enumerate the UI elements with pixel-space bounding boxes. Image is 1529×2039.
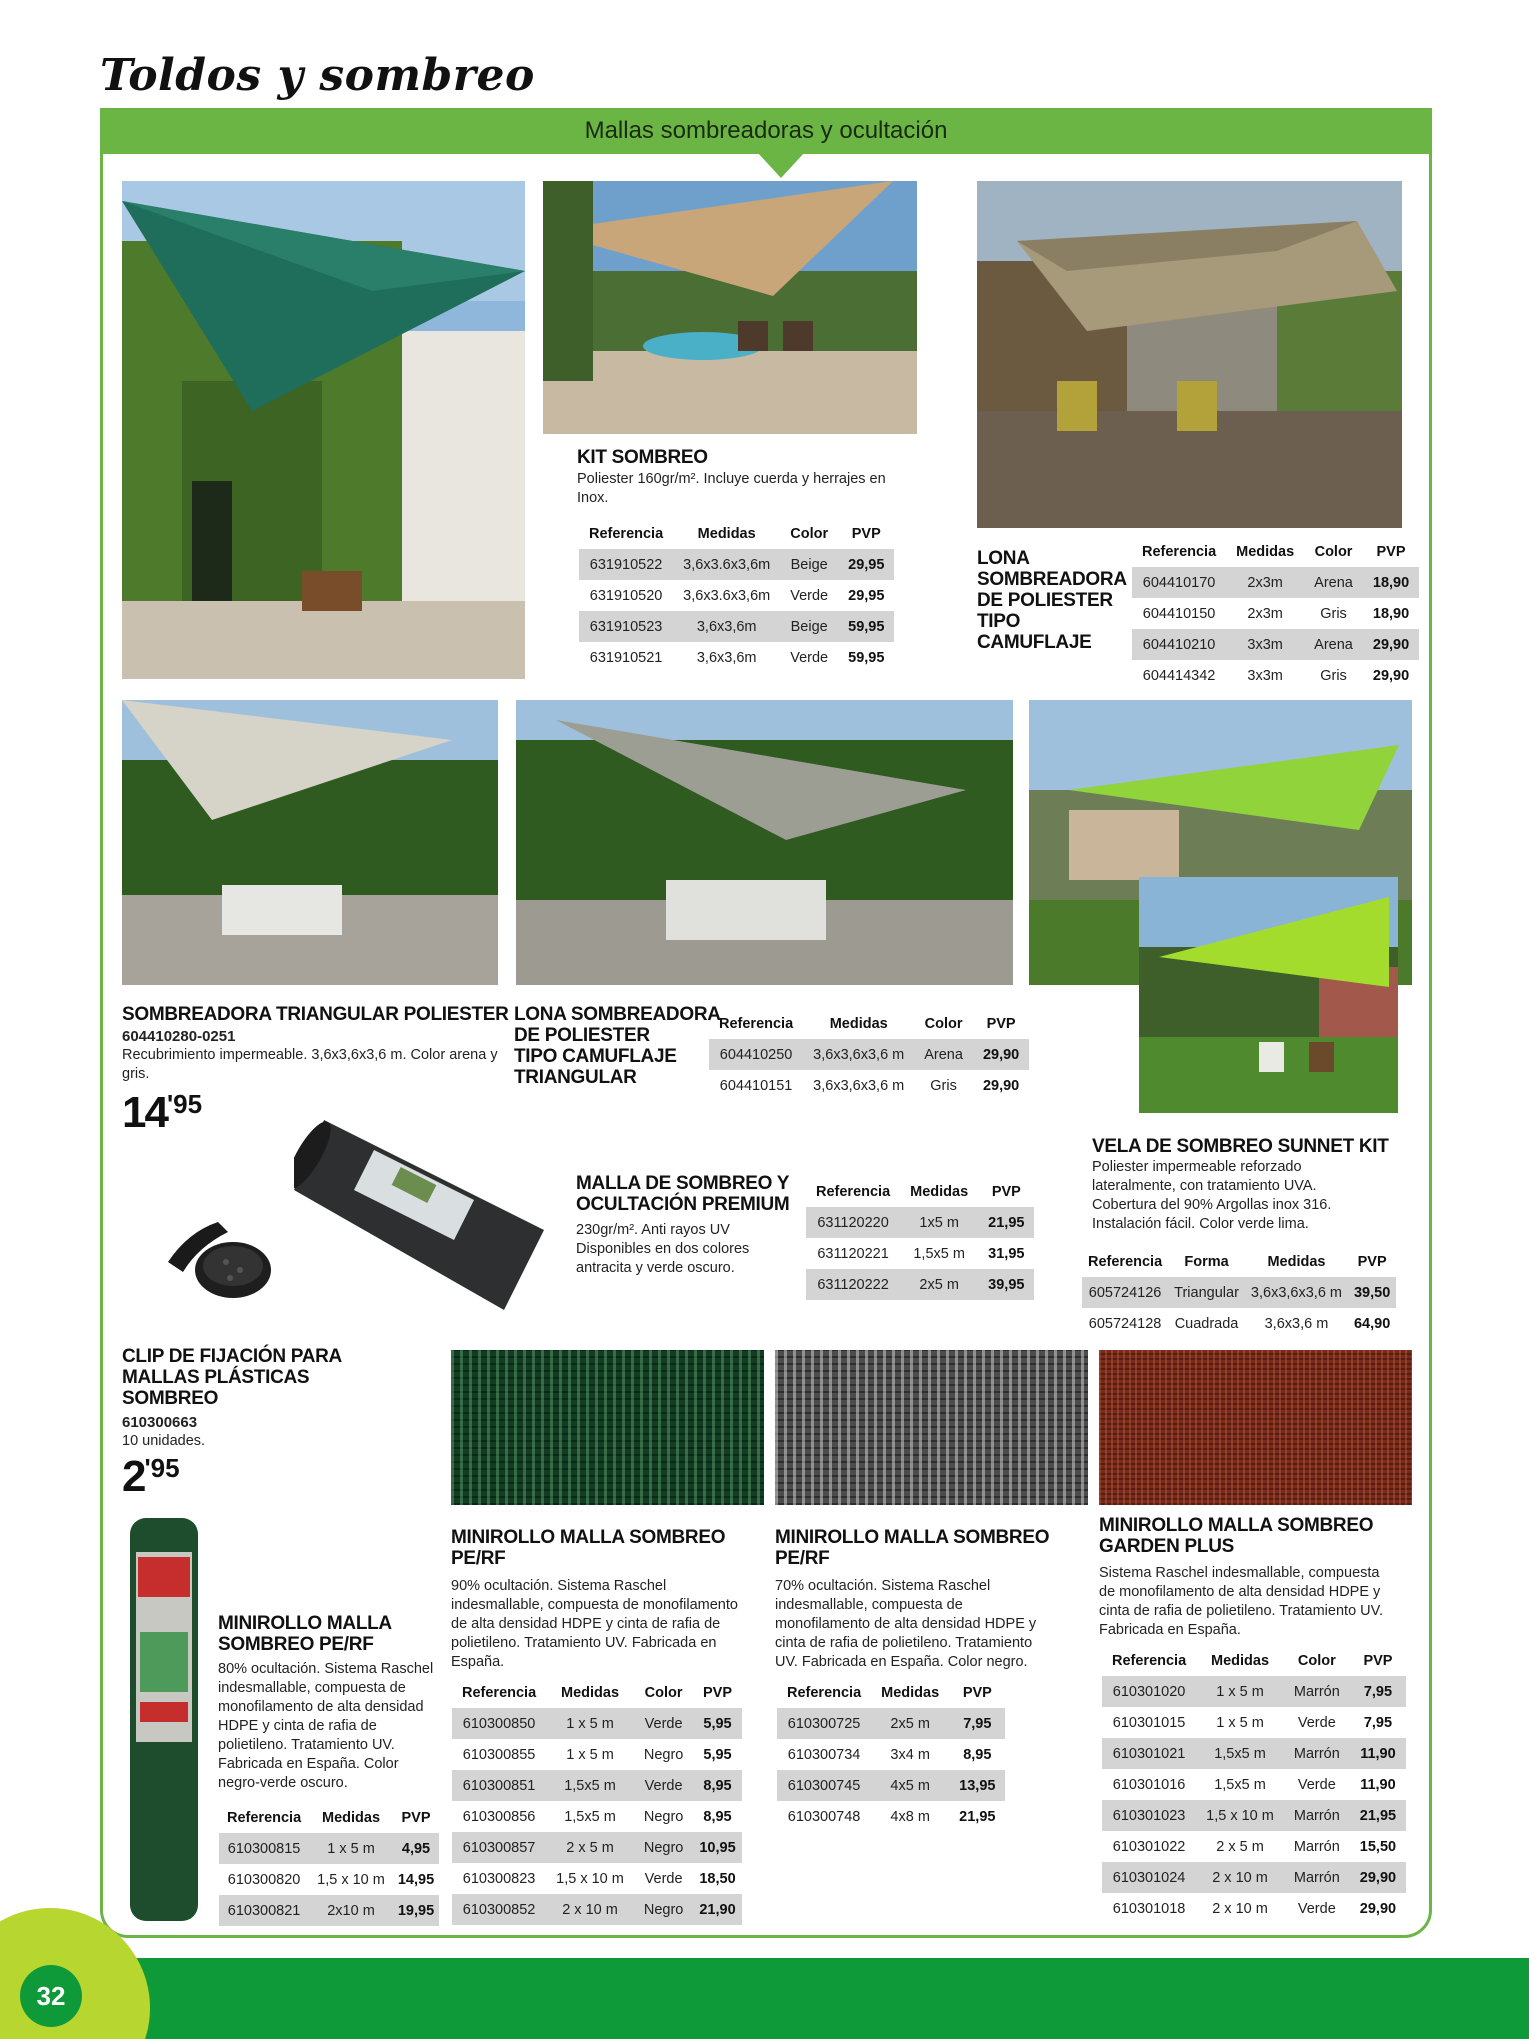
cell-medidas: 1x5 m xyxy=(900,1207,978,1238)
cell-medidas: 1,5 x 10 m xyxy=(1196,1800,1284,1831)
photo-premium-mesh-roll xyxy=(294,1110,549,1312)
th-medidas: Medidas xyxy=(1236,544,1295,560)
page-number: 32 xyxy=(20,1965,82,2027)
cell-pvp: 14,95 xyxy=(397,1871,435,1888)
vela-sunnet-desc: Poliester impermeable reforzado lateralmente, con tratamiento UVA. Cobertura del 90% Argollas inox 316. Instalación fácil. Color verde lima. xyxy=(1092,1159,1332,1232)
cell-pvp: 5,95 xyxy=(703,1746,732,1763)
cell-medidas: 3,6x3,6x3,6 m xyxy=(803,1039,914,1070)
th-pvp: PVP xyxy=(1357,1254,1387,1270)
lona-triangular-name xyxy=(514,1004,721,1088)
cell-ref: 610300820 xyxy=(227,1871,301,1888)
cell-medidas: 2x3m xyxy=(1226,567,1304,598)
table-row xyxy=(1102,1862,1406,1893)
th-referencia: Referencia xyxy=(589,526,664,542)
cell-color: Marrón xyxy=(1284,1800,1350,1831)
cell-pvp: 21,90 xyxy=(693,1894,741,1925)
th-medidas: Medidas xyxy=(829,1016,888,1032)
cell-medidas: 2x3m xyxy=(1247,605,1283,622)
cell-medidas: 3,6x3,6x3,6 m xyxy=(1245,1277,1348,1308)
th-pvp: PVP xyxy=(401,1810,431,1826)
cell-ref: 631120220 xyxy=(806,1207,900,1238)
cell-ref: 610301024 xyxy=(1102,1862,1196,1893)
cell-medidas: 3x3m xyxy=(1226,629,1304,660)
cell-medidas: 3,6x3,6 m xyxy=(1264,1315,1329,1332)
table-row xyxy=(806,1207,1034,1238)
minirollo-90-desc: 90% ocultación. Sistema Raschel indesmallable, compuesta de monofilamento de alta densidad HDPE y cinta de rafia de polietileno. Tratamiento UV. Fabricada en España. xyxy=(451,1578,738,1670)
name-line: LONA xyxy=(977,548,1030,569)
cell-ref: 610301018 xyxy=(1112,1900,1186,1917)
kit-sombreo-desc: Poliester 160gr/m². Incluye cuerda y herrajes en Inox. xyxy=(577,471,886,506)
lona-triangular-table xyxy=(709,1009,1029,1101)
table-row xyxy=(1102,1800,1406,1831)
name-line: TIPO CAMUFLAJE xyxy=(514,1046,677,1067)
lona-camuflaje-name xyxy=(977,548,1127,653)
cell-pvp: 18,90 xyxy=(1372,605,1410,622)
cell-pvp: 29,95 xyxy=(838,549,894,580)
th-referencia: Referencia xyxy=(816,1184,891,1200)
table-row xyxy=(1102,1769,1406,1800)
photo-beige-sail-pool xyxy=(543,181,917,434)
th-medidas: Medidas xyxy=(881,1685,940,1701)
triangular-poliester-name: SOMBREADORA TRIANGULAR POLIESTER xyxy=(122,1004,509,1025)
minirollo-80-desc: 80% ocultación. Sistema Raschel indesmallable, compuesta de monofilamento de alta densidad HDPE y cinta de rafia de polietileno. Tratamiento UV. Fabricada en España. Color negro-verde oscuro. xyxy=(218,1661,434,1791)
minirollo-80-name xyxy=(218,1613,392,1655)
cell-medidas: 1 x 5 m xyxy=(1196,1676,1284,1707)
cell-medidas: 1,5x5 m xyxy=(913,1245,965,1262)
product-ref: 604410280-0251 xyxy=(122,1028,236,1045)
cell-color: Negro xyxy=(643,1808,684,1825)
photo-green-shade-sail-wall xyxy=(122,181,525,679)
th-pvp: PVP xyxy=(962,1685,992,1701)
cell-medidas: 1 x 5 m xyxy=(546,1708,634,1739)
table-row xyxy=(452,1832,742,1863)
cell-color: Verde xyxy=(634,1708,694,1739)
cell-color: Arena xyxy=(1304,629,1363,660)
table-row xyxy=(1102,1707,1406,1738)
cell-medidas: 1 x 5 m xyxy=(1216,1714,1264,1731)
th-medidas: Medidas xyxy=(697,526,756,542)
cell-pvp: 29,90 xyxy=(1350,1862,1406,1893)
table-row xyxy=(1102,1893,1406,1924)
cell-ref: 604410151 xyxy=(719,1077,793,1094)
cell-ref: 604414342 xyxy=(1142,667,1216,684)
th-medidas: Medidas xyxy=(561,1685,620,1701)
swatch-black-mesh xyxy=(775,1350,1088,1505)
cell-medidas: 4x8 m xyxy=(890,1808,930,1825)
cell-medidas: 1,5 x 10 m xyxy=(317,1871,385,1888)
cell-ref: 604410210 xyxy=(1132,629,1226,660)
cell-pvp: 11,90 xyxy=(1360,1776,1396,1793)
cell-pvp: 5,95 xyxy=(693,1708,741,1739)
name-line: DE POLIESTER xyxy=(514,1025,650,1046)
cell-ref: 631910521 xyxy=(589,649,663,666)
th-referencia: Referencia xyxy=(462,1685,537,1701)
cell-color: Beige xyxy=(780,549,838,580)
th-color: Color xyxy=(1314,544,1353,560)
table-row xyxy=(452,1894,742,1925)
cell-pvp: 29,95 xyxy=(848,587,885,604)
table-row xyxy=(579,642,894,673)
th-pvp: PVP xyxy=(986,1016,1016,1032)
vela-sunnet-name: VELA DE SOMBREO SUNNET KIT xyxy=(1092,1136,1389,1157)
cell-medidas: 2 x 10 m xyxy=(1196,1862,1284,1893)
cell-color: Verde xyxy=(644,1870,683,1887)
table-row xyxy=(806,1238,1034,1269)
product-desc: 10 unidades. xyxy=(122,1433,206,1449)
cell-pvp: 4,95 xyxy=(393,1833,439,1864)
cell-color: Arena xyxy=(914,1039,973,1070)
minirollo-90-table xyxy=(452,1678,742,1925)
name-line: CAMUFLAJE xyxy=(977,632,1092,653)
name-line: PE/RF xyxy=(775,1548,830,1569)
name-line: GARDEN PLUS xyxy=(1099,1536,1234,1557)
name-line: MINIROLLO MALLA xyxy=(218,1613,392,1634)
cell-pvp: 11,90 xyxy=(1350,1738,1406,1769)
name-line: TIPO xyxy=(977,611,1021,632)
section-band-arrow xyxy=(757,152,805,178)
cell-ref: 631910522 xyxy=(579,549,673,580)
th-medidas: Medidas xyxy=(322,1810,381,1826)
table-row xyxy=(452,1739,742,1770)
triangular-poliester-info xyxy=(122,1027,502,1084)
cell-pvp: 15,50 xyxy=(1359,1838,1397,1855)
cell-pvp: 29,90 xyxy=(982,1077,1020,1094)
cell-pvp: 10,95 xyxy=(693,1832,741,1863)
cell-color: Gris xyxy=(1320,605,1347,622)
swatch-green-mesh xyxy=(451,1350,764,1505)
cell-medidas: 2 x 5 m xyxy=(1216,1838,1264,1855)
cell-medidas: 1,5x5 m xyxy=(546,1770,634,1801)
table-row xyxy=(709,1039,1029,1070)
cell-ref: 610300748 xyxy=(787,1808,861,1825)
table-row xyxy=(806,1269,1034,1300)
table-row xyxy=(452,1863,742,1894)
cell-ref: 610301023 xyxy=(1102,1800,1196,1831)
cell-pvp: 8,95 xyxy=(703,1808,732,1825)
clip-price xyxy=(122,1452,180,1502)
cell-medidas: 3,6x3,6m xyxy=(673,611,780,642)
table-row xyxy=(777,1801,1005,1832)
name-line: MINIROLLO MALLA SOMBREO xyxy=(775,1527,1050,1548)
name-line: TRIANGULAR xyxy=(514,1067,637,1088)
cell-pvp: 39,95 xyxy=(978,1269,1034,1300)
cell-medidas: 1,5x5 m xyxy=(1196,1738,1284,1769)
name-line: OCULTACIÓN PREMIUM xyxy=(576,1194,790,1215)
photo-minirollo-roll xyxy=(128,1512,200,1927)
name-line: CLIP DE FIJACIÓN PARA xyxy=(122,1346,342,1367)
cell-color: Verde xyxy=(790,649,829,666)
table-row xyxy=(1082,1308,1396,1339)
cell-pvp: 7,95 xyxy=(949,1708,1005,1739)
th-color: Color xyxy=(924,1016,963,1032)
photo-fixing-clip xyxy=(158,1202,276,1310)
cell-medidas: 1 x 5 m xyxy=(566,1746,614,1763)
cell-medidas: 2 x 5 m xyxy=(546,1832,634,1863)
table-row xyxy=(1132,660,1419,691)
cell-medidas: 2x10 m xyxy=(309,1895,393,1926)
name-line: PE/RF xyxy=(451,1548,506,1569)
cell-color: Marrón xyxy=(1284,1738,1350,1769)
cell-ref: 610300821 xyxy=(219,1895,309,1926)
malla-premium-name xyxy=(576,1173,789,1215)
th-color: Color xyxy=(790,526,829,542)
kit-sombreo-name: KIT SOMBREO xyxy=(577,447,708,468)
cell-pvp: 8,95 xyxy=(693,1770,741,1801)
cell-pvp: 59,95 xyxy=(848,649,885,666)
cell-ref: 610300725 xyxy=(777,1708,871,1739)
cell-color: Gris xyxy=(1320,667,1347,684)
table-row xyxy=(1102,1831,1406,1862)
th-color: Color xyxy=(644,1685,683,1701)
garden-plus-name xyxy=(1099,1515,1373,1557)
product-desc: Recubrimiento impermeable. 3,6x3,6x3,6 m. Color arena y gris. xyxy=(122,1047,498,1082)
cell-ref: 610300850 xyxy=(452,1708,546,1739)
table-row xyxy=(1082,1277,1396,1308)
minirollo-80-table xyxy=(219,1803,439,1926)
cell-ref: 610300823 xyxy=(462,1870,536,1887)
minirollo-70-name xyxy=(775,1527,1049,1569)
cell-ref: 610300857 xyxy=(452,1832,546,1863)
cell-pvp: 64,90 xyxy=(1353,1315,1391,1332)
cell-ref: 631910520 xyxy=(589,587,663,604)
cell-color: Verde xyxy=(1297,1776,1336,1793)
cell-color: Marrón xyxy=(1293,1838,1340,1855)
cell-pvp: 29,90 xyxy=(973,1039,1029,1070)
page-title: Toldos y sombreo xyxy=(100,50,535,101)
table-row xyxy=(1132,567,1419,598)
price-decimal: '95 xyxy=(166,1089,203,1119)
cell-medidas: 1,5x5 m xyxy=(564,1808,616,1825)
name-line: MALLAS PLÁSTICAS xyxy=(122,1367,310,1388)
cell-pvp: 7,95 xyxy=(1350,1676,1406,1707)
th-medidas: Medidas xyxy=(910,1184,969,1200)
cell-pvp: 19,95 xyxy=(393,1895,439,1926)
cell-color: Verde xyxy=(634,1770,694,1801)
table-row xyxy=(1102,1738,1406,1769)
cell-color: Beige xyxy=(780,611,838,642)
name-line: MALLA DE SOMBREO Y xyxy=(576,1173,790,1194)
cell-forma: Cuadrada xyxy=(1174,1315,1239,1332)
cell-color: Negro xyxy=(634,1832,694,1863)
cell-medidas: 2 x 10 m xyxy=(1212,1900,1268,1917)
th-pvp: PVP xyxy=(991,1184,1021,1200)
cell-ref: 631910523 xyxy=(579,611,673,642)
table-row xyxy=(777,1739,1005,1770)
th-referencia: Referencia xyxy=(1088,1254,1163,1270)
cell-ref: 610300855 xyxy=(462,1746,536,1763)
th-referencia: Referencia xyxy=(1112,1653,1187,1669)
cell-color: Marrón xyxy=(1284,1862,1350,1893)
cell-medidas: 1,5x5 m xyxy=(1214,1776,1266,1793)
kit-sombreo-table xyxy=(579,519,894,673)
triangular-poliester-price xyxy=(122,1088,202,1138)
cell-pvp: 18,50 xyxy=(699,1870,736,1887)
cell-pvp: 29,90 xyxy=(1372,667,1410,684)
table-row xyxy=(709,1070,1029,1101)
th-referencia: Referencia xyxy=(787,1685,862,1701)
cell-pvp: 31,95 xyxy=(988,1245,1025,1262)
minirollo-90-name xyxy=(451,1527,725,1569)
cell-ref: 610300734 xyxy=(787,1746,861,1763)
name-line: SOMBREO PE/RF xyxy=(218,1634,374,1655)
garden-plus-desc: Sistema Raschel indesmallable, compuesta de monofilamento de alta densidad HDPE y cinta de rafia de polietileno. Tratamiento UV. Fabricada en España. xyxy=(1099,1565,1383,1638)
cell-medidas: 1 x 5 m xyxy=(309,1833,393,1864)
cell-medidas: 3x3m xyxy=(1247,667,1283,684)
cell-ref: 610300852 xyxy=(452,1894,546,1925)
cell-pvp: 39,50 xyxy=(1348,1277,1396,1308)
cell-color: Negro xyxy=(643,1746,684,1763)
table-row xyxy=(219,1833,439,1864)
table-row xyxy=(579,580,894,611)
th-medidas: Medidas xyxy=(1267,1254,1326,1270)
cell-pvp: 29,90 xyxy=(1363,629,1419,660)
cell-ref: 631120222 xyxy=(806,1269,900,1300)
th-color: Color xyxy=(1297,1653,1336,1669)
minirollo-70-desc: 70% ocultación. Sistema Raschel indesmallable, compuesta de monofilamento de alta densidad HDPE y cinta de rafia de polietileno. Tratamiento UV. Fabricada en España. Color negro. xyxy=(775,1578,1037,1670)
cell-ref: 610301016 xyxy=(1112,1776,1186,1793)
cell-ref: 604410150 xyxy=(1142,605,1216,622)
cell-medidas: 3,6x3.6x3,6m xyxy=(683,587,771,604)
cell-medidas: 2 x 10 m xyxy=(546,1894,634,1925)
table-row xyxy=(219,1864,439,1895)
cell-pvp: 18,90 xyxy=(1363,567,1419,598)
cell-ref: 610300815 xyxy=(219,1833,309,1864)
swatch-brown-mesh xyxy=(1099,1350,1412,1505)
name-line: MINIROLLO MALLA SOMBREO xyxy=(1099,1515,1374,1536)
table-row xyxy=(452,1708,742,1739)
table-row xyxy=(1132,629,1419,660)
cell-medidas: 1,5 x 10 m xyxy=(556,1870,624,1887)
cell-ref: 610301020 xyxy=(1102,1676,1196,1707)
table-row xyxy=(579,549,894,580)
cell-ref: 610300856 xyxy=(462,1808,536,1825)
cell-pvp: 59,95 xyxy=(838,611,894,642)
cell-medidas: 3,6x3,6m xyxy=(696,649,757,666)
name-line: MINIROLLO MALLA SOMBREO xyxy=(451,1527,726,1548)
table-row xyxy=(1132,598,1419,629)
cell-ref: 610301015 xyxy=(1112,1714,1186,1731)
price-integer: 2 xyxy=(122,1452,145,1501)
cell-pvp: 7,95 xyxy=(1363,1714,1393,1731)
cell-color: Marrón xyxy=(1284,1676,1350,1707)
name-line: LONA SOMBREADORA xyxy=(514,1004,721,1025)
photo-lime-sail-garden xyxy=(1139,877,1398,1113)
cell-ref: 610301022 xyxy=(1112,1838,1186,1855)
name-line: SOMBREO xyxy=(122,1388,219,1409)
table-row xyxy=(219,1895,439,1926)
th-pvp: PVP xyxy=(1363,1653,1393,1669)
cell-ref: 610301021 xyxy=(1102,1738,1196,1769)
photo-camouflage-triangular xyxy=(516,700,1013,985)
section-band: Mallas sombreadoras y ocultación xyxy=(100,108,1432,154)
minirollo-70-table xyxy=(777,1678,1005,1832)
lona-camuflaje-table xyxy=(1132,537,1419,691)
cell-color: Verde xyxy=(790,587,829,604)
th-pvp: PVP xyxy=(703,1685,733,1701)
cell-medidas: 2x5 m xyxy=(900,1269,978,1300)
cell-medidas: 3,6x3.6x3,6m xyxy=(673,549,780,580)
vela-sunnet-table xyxy=(1082,1247,1396,1339)
cell-ref: 610300745 xyxy=(777,1770,871,1801)
cell-pvp: 21,95 xyxy=(978,1207,1034,1238)
cell-pvp: 29,90 xyxy=(1359,1900,1397,1917)
th-referencia: Referencia xyxy=(1142,544,1217,560)
cell-ref: 605724126 xyxy=(1082,1277,1168,1308)
th-pvp: PVP xyxy=(851,526,881,542)
footer-bar xyxy=(0,1958,1529,2039)
cell-medidas: 3x4 m xyxy=(890,1746,930,1763)
cell-ref: 604410250 xyxy=(709,1039,803,1070)
cell-ref: 605724128 xyxy=(1088,1315,1162,1332)
th-pvp: PVP xyxy=(1376,544,1406,560)
th-referencia: Referencia xyxy=(719,1016,794,1032)
cell-color: Negro xyxy=(634,1894,694,1925)
cell-color: Gris xyxy=(930,1077,957,1094)
cell-medidas: 2x5 m xyxy=(871,1708,949,1739)
cell-pvp: 8,95 xyxy=(963,1746,992,1763)
table-row xyxy=(579,611,894,642)
table-row xyxy=(1102,1676,1406,1707)
clip-info xyxy=(122,1413,322,1451)
malla-premium-table xyxy=(806,1177,1034,1300)
th-referencia: Referencia xyxy=(227,1810,302,1826)
cell-color: Verde xyxy=(1297,1714,1336,1731)
photo-grey-triangular-sail xyxy=(122,700,498,985)
cell-ref: 610300851 xyxy=(452,1770,546,1801)
photo-camouflage-deck xyxy=(977,181,1402,528)
malla-premium-desc: 230gr/m². Anti rayos UV Disponibles en dos colores antracita y verde oscuro. xyxy=(576,1222,750,1276)
clip-name xyxy=(122,1346,342,1409)
garden-plus-table xyxy=(1102,1646,1406,1924)
table-row xyxy=(777,1708,1005,1739)
table-row xyxy=(452,1770,742,1801)
cell-ref: 604410170 xyxy=(1132,567,1226,598)
cell-pvp: 13,95 xyxy=(949,1770,1005,1801)
cell-color: Verde xyxy=(1297,1900,1336,1917)
cell-medidas: 3,6x3,6x3,6 m xyxy=(813,1077,905,1094)
cell-pvp: 21,95 xyxy=(959,1808,996,1825)
cell-pvp: 21,95 xyxy=(1350,1800,1406,1831)
table-row xyxy=(777,1770,1005,1801)
price-decimal: '95 xyxy=(144,1453,180,1483)
cell-color: Arena xyxy=(1304,567,1363,598)
cell-ref: 631120221 xyxy=(817,1245,889,1262)
product-ref: 610300663 xyxy=(122,1414,198,1431)
th-forma: Forma xyxy=(1184,1254,1229,1270)
th-medidas: Medidas xyxy=(1211,1653,1270,1669)
table-row xyxy=(452,1801,742,1832)
cell-medidas: 4x5 m xyxy=(871,1770,949,1801)
name-line: SOMBREADORA xyxy=(977,569,1127,590)
price-integer: 14 xyxy=(122,1088,167,1137)
name-line: DE POLIESTER xyxy=(977,590,1113,611)
cell-forma: Triangular xyxy=(1168,1277,1245,1308)
